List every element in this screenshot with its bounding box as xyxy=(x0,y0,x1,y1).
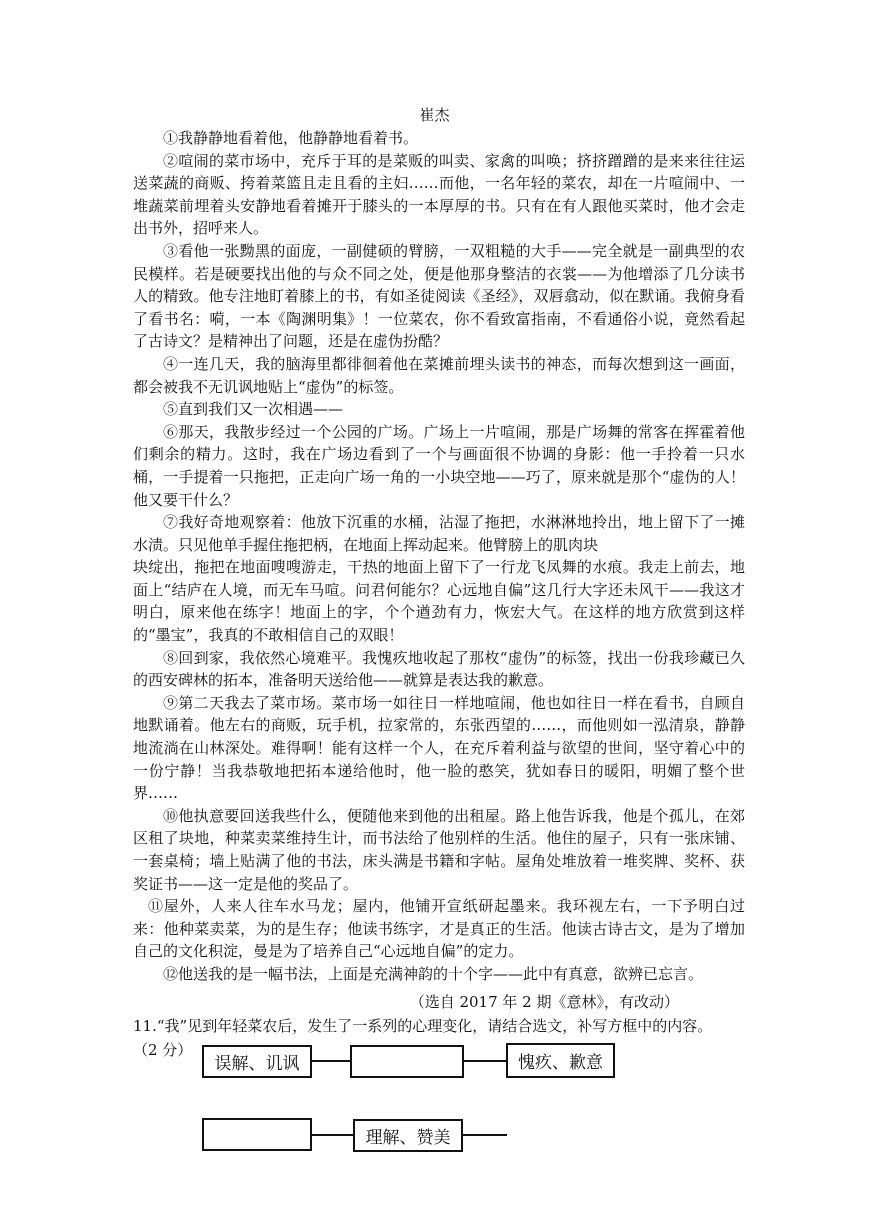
diagram-box-3: 愧疚、歉意 xyxy=(506,1043,615,1078)
paragraph-7-continued: 块绽出，拖把在地面嗖嗖游走，干热的地面上留下了一行龙飞凤舞的水痕。我走上前去，地面上“结庐在人境，而无车马喧。问君何能尔？心远地自偏”这几行大字还未风干——我这才明白，原来他在练字！地面上的字，个个遒劲有力，恢宏大气。在这样的地方欣赏到这样的“墨宝”，我真的不敢相信自己的双眼！ xyxy=(133,558,745,645)
diagram-box-4-blank[interactable] xyxy=(202,1118,312,1151)
paragraph-4: ④一连几天，我的脑海里都徘徊着他在菜摊前埋头读书的神态，而每次想到这一画面，都会被我不无讥讽地贴上“虚伪”的标签。 xyxy=(133,354,745,396)
paragraph-1: ①我静静地看着他，他静静地看着书。 xyxy=(163,129,419,147)
connector-line-1 xyxy=(312,1060,350,1062)
article-source: （选自 2017 年 2 期《意林》，有改动） xyxy=(409,993,679,1011)
paragraph-2: ②喧闹的菜市场中，充斥于耳的是菜贩的叫卖、家禽的叫唤；挤挤蹭蹭的是来来往往运送菜蔬的商贩、挎着菜篮且走且看的主妇……而他，一名年轻的菜农，却在一片喧闹中、一堆蔬菜前埋着头安静地看着摊开于膝头的一本厚厚的书。只有在有人跟他买菜时，他才会走出书外，招呼来人。 xyxy=(133,151,745,238)
question-text: 11.“我”见到年轻菜农后，发生了一系列的心理变化，请结合选文，补写方框中的内容。 xyxy=(133,1017,713,1035)
article-body xyxy=(133,127,745,986)
question-score: （2 分） xyxy=(133,1041,193,1059)
paragraph-5: ⑤直到我们又一次相遇—— xyxy=(163,400,344,419)
connector-line-2 xyxy=(464,1060,506,1062)
paragraph-6: ⑥那天，我散步经过一个公园的广场。广场上一片喧闹，那是广场舞的常客在挥霍着他们剩余的精力。这时，我在广场边看到了一个与画面很不协调的身影：他一手拎着一只水桶，一手提着一只拖把，正走向广场一角的一小块空地——巧了，原来就是那个“虚伪的人！他又要干什么？ xyxy=(133,422,745,509)
connector-line-4 xyxy=(463,1134,507,1136)
paragraph-12: ⑫他送我的是一幅书法，上面是充满神韵的十个字——此中有真意，欲辨已忘言。 xyxy=(163,964,704,983)
article-author: 崔杰 xyxy=(419,106,450,124)
diagram-box-2-blank[interactable] xyxy=(350,1045,464,1078)
diagram-box-1: 误解、讥讽 xyxy=(202,1045,312,1078)
diagram-box-5: 理解、赞美 xyxy=(353,1119,463,1152)
paragraph-10: ⑩他执意要回送我些什么，便随他来到他的出租屋。路上他告诉我，他是个孤儿，在郊区租了块地，种菜卖菜维持生计，而书法给了他别样的生活。他住的屋子，只有一张床铺、一套桌椅；墙上贴满了他的书法，床头满是书籍和字帖。屋角处堆放着一堆奖牌、奖杯、获奖证书——这一定是他的奖品了。 xyxy=(133,806,745,893)
connector-line-3 xyxy=(312,1134,353,1136)
paragraph-3: ③看他一张黝黑的面庞，一副健硕的臂膀，一双粗糙的大手——完全就是一副典型的农民模样。若是硬要找出他的与众不同之处，便是他那身整洁的衣裳——为他增添了几分读书人的精致。他专注地盯着膝上的书，有如圣徒阅读《圣经》，双唇翕动，似在默诵。我俯身看了看书名：嗬，一本《陶渊明集》！一位菜农，你不看致富指南，不看通俗小说，竟然看起了古诗文？是精神出了问题，还是在虚伪扮酷？ xyxy=(133,241,745,351)
paragraph-11: ⑪屋外，人来人往车水马龙；屋内，他铺开宣纸研起墨来。我环视左右，一下予明白过来：他种菜卖菜，为的是生存；他读书练字，才是真正的生活。他读古诗古文，是为了增加自己的文化积淀，曼是为了培养自己“心远地自偏”的定力。 xyxy=(133,897,745,961)
paragraph-9: ⑨第二天我去了菜市场。菜市场一如往日一样地喧闹，他也如往日一样在看书，自顾自地默诵着。他左右的商贩，玩手机，拉家常的，东张西望的……，而他则如一泓清泉，静静地流淌在山林深处。难得啊！能有这样一个人，在充斥着利益与欲望的世间，坚守着心中的一份宁静！当我恭敬地把拓本递给他时，他一脸的憨笑，犹如春日的暖阳，明媚了整个世界…… xyxy=(133,693,745,803)
paragraph-7: ⑦我好奇地观察着：他放下沉重的水桶，沾湿了拖把，水淋淋地拎出，地上留下了一摊水渍。只见他单手握住拖把柄，在地面上挥动起来。他臂膀上的肌肉块 xyxy=(133,513,745,554)
paragraph-8: ⑧回到家，我依然心境难平。我愧疚地收起了那枚“虚伪”的标签，找出一份我珍藏已久的西安碑林的拓本，准备明天送给他——就算是表达我的歉意。 xyxy=(133,648,745,690)
